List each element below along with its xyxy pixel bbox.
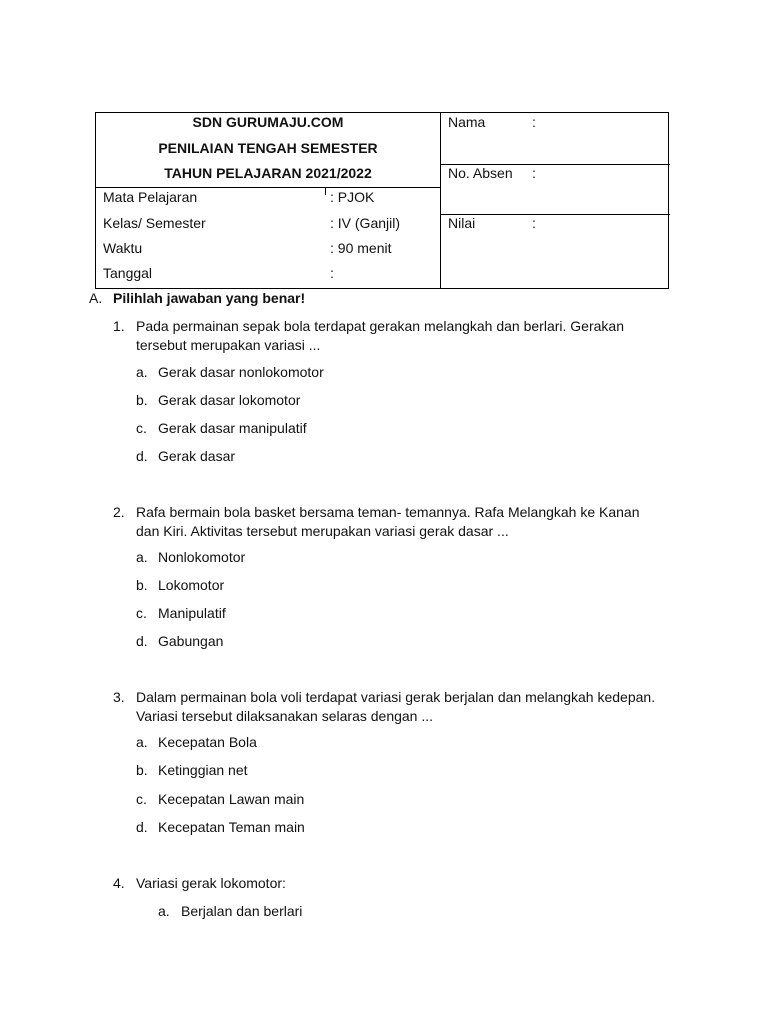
option-text[interactable]: Kecepatan Bola [158, 734, 257, 750]
field-label-absen: No. Absen [448, 165, 513, 181]
school-name: SDN GURUMAJU.COM [192, 114, 344, 130]
option-text[interactable]: Manipulatif [158, 605, 226, 621]
info-value-subject: : PJOK [330, 189, 375, 205]
option-letter: c. [136, 791, 147, 807]
option-text[interactable]: Gerak dasar manipulatif [158, 420, 307, 436]
field-label-name: Nama [448, 114, 486, 130]
table-divider-tick [325, 187, 326, 195]
option-text[interactable]: Lokomotor [158, 577, 225, 593]
info-label-subject: Mata Pelajaran [103, 189, 198, 205]
option-text[interactable]: Kecepatan Teman main [158, 819, 305, 835]
option-letter: a. [136, 734, 148, 750]
option-text[interactable]: Gerak dasar nonlokomotor [158, 364, 324, 380]
option-text[interactable]: Gabungan [158, 633, 224, 649]
info-label-date: Tanggal [103, 265, 153, 281]
field-colon-score: : [532, 215, 536, 231]
question-number: 4. [113, 875, 125, 891]
section-letter: A. [89, 290, 103, 306]
field-label-score: Nilai [448, 215, 476, 231]
exam-title: PENILAIAN TENGAH SEMESTER [158, 140, 378, 156]
option-letter: d. [136, 448, 148, 464]
option-text[interactable]: Nonlokomotor [158, 549, 246, 565]
field-colon-absen: : [532, 165, 536, 181]
option-letter: b. [136, 577, 148, 593]
question-text: Rafa bermain bola basket bersama teman- temannya. Rafa Melangkah ke Kanan dan Kiri. Aktivitas tersebut merupakan variasi gerak dasar ... [136, 504, 640, 539]
option-letter: d. [136, 633, 148, 649]
option-letter: b. [136, 392, 148, 408]
exam-header-table [95, 112, 669, 289]
question-number: 3. [113, 689, 125, 705]
option-letter: a. [136, 364, 148, 380]
option-text[interactable]: Kecepatan Lawan main [158, 791, 305, 807]
table-divider-vertical [440, 113, 441, 288]
option-letter: c. [136, 605, 147, 621]
academic-year: TAHUN PELAJARAN 2021/2022 [164, 165, 372, 181]
option-letter: b. [136, 762, 148, 778]
question-text: Variasi gerak lokomotor: [136, 875, 286, 891]
question-text: Dalam permainan bola voli terdapat variasi gerak berjalan dan melangkah kedepan. Variasi tersebut dilaksanakan selaras dengan ... [136, 689, 656, 724]
field-colon-name: : [532, 114, 536, 130]
option-text[interactable]: Ketinggian net [158, 762, 248, 778]
table-divider-left [96, 187, 440, 188]
info-value-class: : IV (Ganjil) [330, 215, 401, 231]
info-value-time: : 90 menit [330, 240, 392, 256]
section-title: Pilihlah jawaban yang benar! [113, 290, 306, 306]
option-text[interactable]: Berjalan dan berlari [181, 903, 303, 919]
option-text[interactable]: Gerak dasar [158, 448, 236, 464]
question-number: 1. [113, 318, 125, 334]
option-letter: c. [136, 420, 147, 436]
question-number: 2. [113, 504, 125, 520]
info-label-class: Kelas/ Semester [103, 215, 206, 231]
option-letter: a. [158, 903, 170, 919]
option-letter: a. [136, 549, 148, 565]
info-label-time: Waktu [103, 240, 143, 256]
info-value-date: : [330, 265, 334, 281]
option-letter: d. [136, 819, 148, 835]
option-text[interactable]: Gerak dasar lokomotor [158, 392, 301, 408]
question-text: Pada permainan sepak bola terdapat gerakan melangkah dan berlari. Gerakan tersebut merupakan variasi ... [136, 318, 624, 353]
